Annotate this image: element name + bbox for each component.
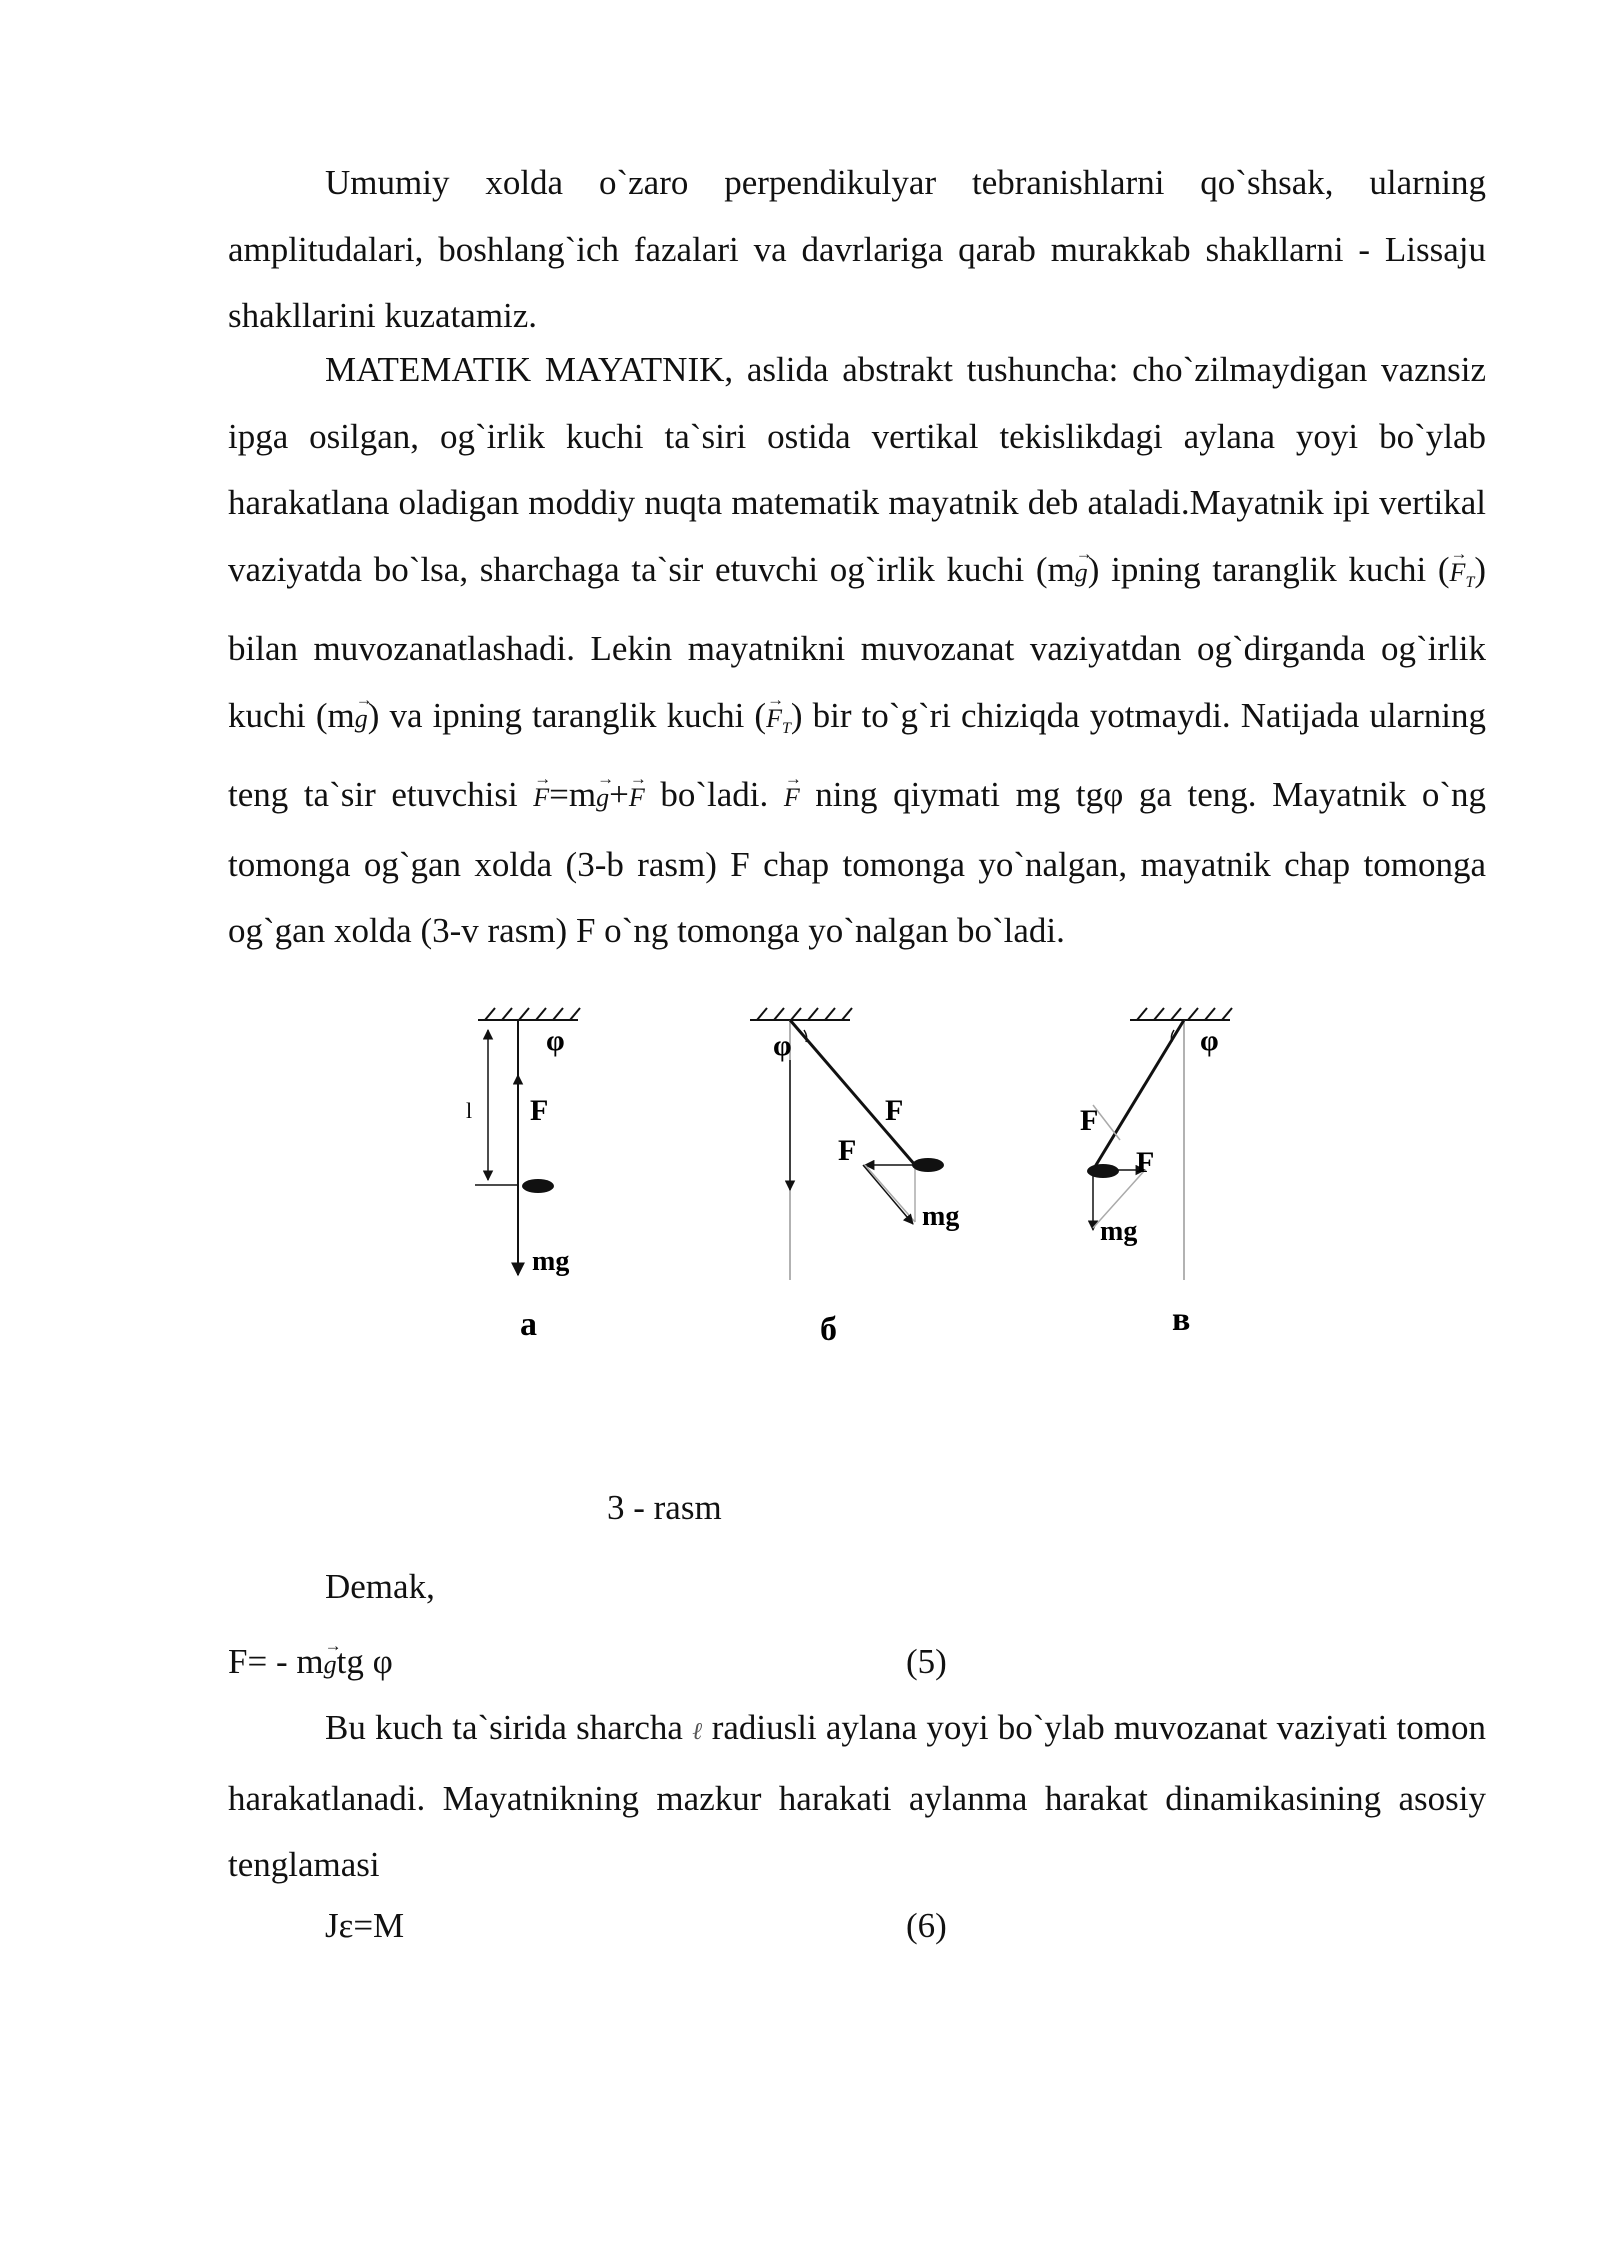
vector-g: → g: [596, 765, 609, 832]
paragraph-pendulum: MATEMATIK MAYATNIK, aslida abstrakt tushuncha: cho`zilmaydigan vaznsiz ipga osilgan, og`irlik kuchi ta`siri ostida vertikal tekislikdagi aylana yoyi bo`ylab harakatlana oladigan moddiy nuqta matematik mayatnik deb ataladi.Mayatnik ipi vertikal vaziyatda bo`lsa, sharchaga ta`sir etuvchi og`irlik kuchi (m→ g) ipning taranglik kuchi (→ $F_T$) bilan muvozanatlashadi. Lekin mayatnikni muvozanat vaziyatdan og`dirganda og`irlik kuchi (m→ g) va ipning taranglik kuchi (→ $F_T$) bir to`g`ri chiziqda yotmaydi. Natijada ularning teng ta`sir etuvchisi → F=m→ g+→ F bo`ladi. → F ning qiymati mg tgφ ga teng. Mayatnik o`ng tomonga og`gan xolda (3-b rasm) F chap tomonga yo`nalgan, mayatnik chap tomonga og`gan xolda (3-v rasm) F o`ng tomonga yo`nalgan bo`ladi.: [228, 337, 1486, 965]
formula-5-number: (5): [906, 1642, 947, 1681]
vector-ft: → $F_T$: [766, 686, 791, 763]
vector-g: → g: [1075, 540, 1088, 607]
label-angle-v: φ: [1200, 1024, 1219, 1057]
label-mg-v: mg: [1100, 1216, 1138, 1247]
pendulum-figure: [430, 1000, 1330, 1360]
vector-g: → g: [324, 1645, 337, 1685]
paragraph-demak: Demak,: [325, 1567, 435, 1606]
label-b: б: [820, 1311, 837, 1348]
vector-g: → g: [355, 686, 368, 753]
label-ft-b: F: [885, 1094, 904, 1127]
formula-6-number: (6): [906, 1906, 947, 1945]
bob-b: [912, 1158, 944, 1172]
symbol-ell: ℓ: [692, 1719, 703, 1745]
vector-f: → F: [629, 765, 645, 832]
bob-v: [1087, 1164, 1119, 1178]
label-f-b: F: [838, 1134, 857, 1167]
label-ft-v: F: [1080, 1104, 1099, 1137]
vector-f: → F: [784, 765, 800, 832]
label-angle-b: φ: [773, 1029, 792, 1062]
label-length: l: [466, 1098, 473, 1123]
label-ft-a: F: [530, 1094, 549, 1127]
figure-caption: 3 - rasm: [607, 1488, 722, 1527]
label-mg-a: mg: [532, 1246, 570, 1277]
vector-ft: → $F_T$: [1450, 540, 1475, 617]
formula-6: Jε=M: [325, 1906, 405, 1945]
formula-5: F= - m→ gtg φ: [228, 1642, 393, 1685]
bob-a: [522, 1179, 554, 1193]
paragraph-motion: Bu kuch ta`sirida sharcha ℓ radiusli aylana yoyi bo`ylab muvozanat vaziyati tomon harakatlanadi. Mayatnikning mazkur harakati aylanma harakat dinamikasining asosiy tenglamasi: [228, 1708, 1486, 1884]
label-a: a: [520, 1306, 537, 1343]
vector-f: → F: [533, 765, 549, 832]
label-v: в: [1172, 1301, 1191, 1338]
label-angle-a: φ: [546, 1024, 565, 1057]
label-mg-b: mg: [922, 1201, 960, 1232]
label-f-v: F: [1136, 1146, 1155, 1179]
paragraph-lissajous: Umumiy xolda o`zaro perpendikulyar tebranishlarni qo`shsak, ularning amplitudalari, boshlang`ich fazalari va davrlariga qarab murakkab shakllarni - Lissaju shakllarini kuzatamiz.: [228, 163, 1486, 335]
